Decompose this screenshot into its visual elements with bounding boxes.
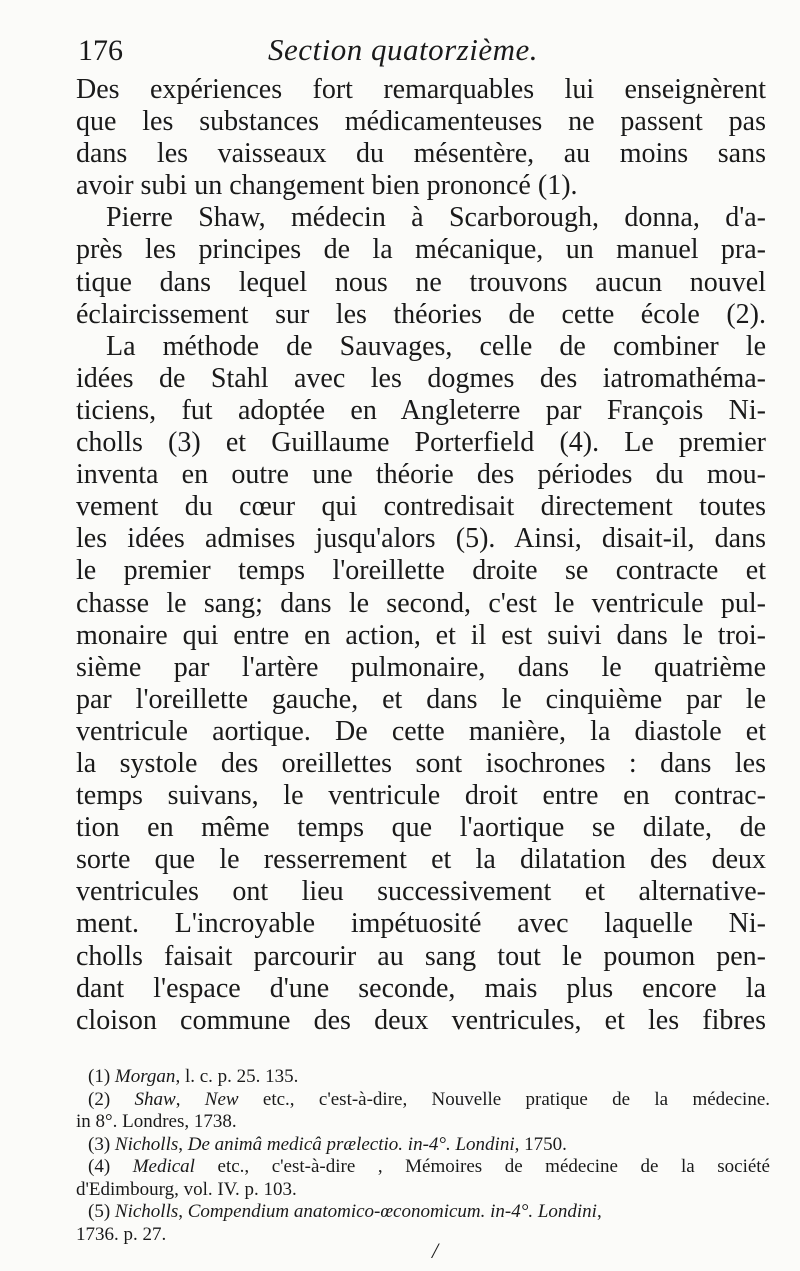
- text-line: inventa en outre une théorie des périodes du mou-: [76, 459, 766, 491]
- text-line: sorte que le resserrement et la dilatation des deux: [76, 844, 766, 876]
- text-line: idées de Stahl avec les dogmes des iatromathéma-: [76, 362, 766, 394]
- footnote-mark: (3): [88, 1133, 111, 1155]
- page-number: 176: [78, 34, 123, 67]
- text-line: sième par l'artère pulmonaire, dans le quatrième: [76, 651, 766, 683]
- footnote-5: (5) Nicholls, Compendium anatomico-œconomicum. in-4°. Londini,: [88, 1201, 602, 1222]
- footnote-4-continued: d'Edimbourg, vol. IV. p. 103.: [76, 1178, 297, 1200]
- text-line: ventricule aortique. De cette manière, la diastole et: [76, 715, 766, 747]
- text-line: ticiens, fut adoptée en Angleterre par François Ni-: [76, 394, 766, 426]
- footnote-work: De animâ medicâ prælectio. in-4°. Londini: [187, 1133, 515, 1155]
- text-line: tique dans lequel nous ne trouvons aucun nouvel: [76, 266, 766, 298]
- text-line: vement du cœur qui contredisait directement toutes: [76, 491, 766, 523]
- footnote-4: [76, 1156, 770, 1179]
- footnote-2-continued: in 8°. Londres, 1738.: [76, 1111, 237, 1132]
- footnote-mark: (2): [88, 1088, 111, 1110]
- footnote-author: Morgan: [114, 1066, 176, 1087]
- text-line: dant l'espace d'une seconde, mais plus encore la: [76, 972, 766, 1004]
- text-line: éclaircissement sur les théories de cette école (2).: [76, 298, 766, 330]
- page-header: [78, 30, 768, 70]
- footnote-text: ,: [596, 1201, 602, 1222]
- text-line: Pierre Shaw, médecin à Scarborough, donna, d'a-: [106, 202, 766, 234]
- text-line: monaire qui entre en action, et il est suivi dans le troi-: [76, 619, 766, 651]
- text-line: la systole des oreillettes sont isochrones : dans les: [76, 747, 766, 779]
- text-line: les idées admises jusqu'alors (5). Ainsi, disait-il, dans: [76, 523, 766, 555]
- footnote-3: (3) Nicholls, De animâ medicâ prælectio. in-4°. Londini, 1750.: [88, 1133, 567, 1155]
- footnote-2: (2) Shaw, New etc., c'est-à-dire, Nouvelle pratique de la médecine.: [88, 1088, 770, 1110]
- text-line: temps suivans, le ventricule droit entre en contrac-: [76, 780, 766, 812]
- text-line: cloison commune des deux ventricules, et les fibres: [76, 1004, 766, 1036]
- text-line: cholls (3) et Guillaume Porterfield (4). Le premier: [76, 427, 766, 459]
- footnote-work: Medical: [132, 1156, 195, 1177]
- footnote-author: Nicholls: [114, 1201, 179, 1222]
- text-line: tion en même temps que l'aortique se dilate, de: [76, 812, 766, 844]
- stray-mark: /: [432, 1238, 439, 1263]
- text-line: près les principes de la mécanique, un manuel pra-: [76, 234, 766, 266]
- text-line: Des expériences fort remarquables lui enseignèrent: [76, 74, 766, 105]
- text-line: par l'oreillette gauche, et dans le cinquième par le: [76, 683, 766, 715]
- footnote-text: , l. c. p. 25. 135.: [175, 1066, 299, 1087]
- footnote-mark: (4): [88, 1156, 111, 1177]
- text-line: dans les vaisseaux du mésentère, au moins sans: [76, 138, 766, 170]
- footnote-mark: (1): [88, 1066, 111, 1087]
- running-head: Section quatorzième.: [268, 32, 539, 67]
- footnote-1: [76, 1066, 770, 1089]
- footnote-text: etc., c'est-à-dire, Nouvelle pratique de la médecine.: [238, 1088, 770, 1110]
- text-line: ment. L'incroyable impétuosité avec laquelle Ni-: [76, 908, 766, 940]
- footnote-text: etc., c'est-à-dire , Mémoires de médecine de la société: [194, 1156, 770, 1177]
- main-text: [76, 74, 766, 1037]
- footnotes: [76, 1066, 770, 1246]
- text-line: cholls faisait parcourir au sang tout le poumon pen-: [76, 940, 766, 972]
- footnote-author: Nicholls: [114, 1133, 179, 1155]
- text-line: ventricules ont lieu successivement et alternative-: [76, 876, 766, 908]
- text-line: le premier temps l'oreillette droite se contracte et: [76, 555, 766, 587]
- text-line: chasse le sang; dans le second, c'est le ventricule pul-: [76, 587, 766, 619]
- footnote-work: Compendium anatomico-œconomicum. in-4°. Londini: [187, 1201, 597, 1222]
- footnote-author: Shaw: [134, 1088, 176, 1110]
- footnote-work: New: [204, 1088, 239, 1110]
- footnote-mark: (5): [88, 1201, 111, 1222]
- text-line: que les substances médicamenteuses ne passent pas: [76, 106, 766, 138]
- text-line: avoir subi un changement bien prononcé (1).: [76, 170, 578, 202]
- footnote-5-continued: 1736. p. 27.: [76, 1223, 167, 1245]
- text-line: La méthode de Sauvages, celle de combiner le: [106, 330, 766, 362]
- footnote-text: , 1750.: [514, 1133, 567, 1155]
